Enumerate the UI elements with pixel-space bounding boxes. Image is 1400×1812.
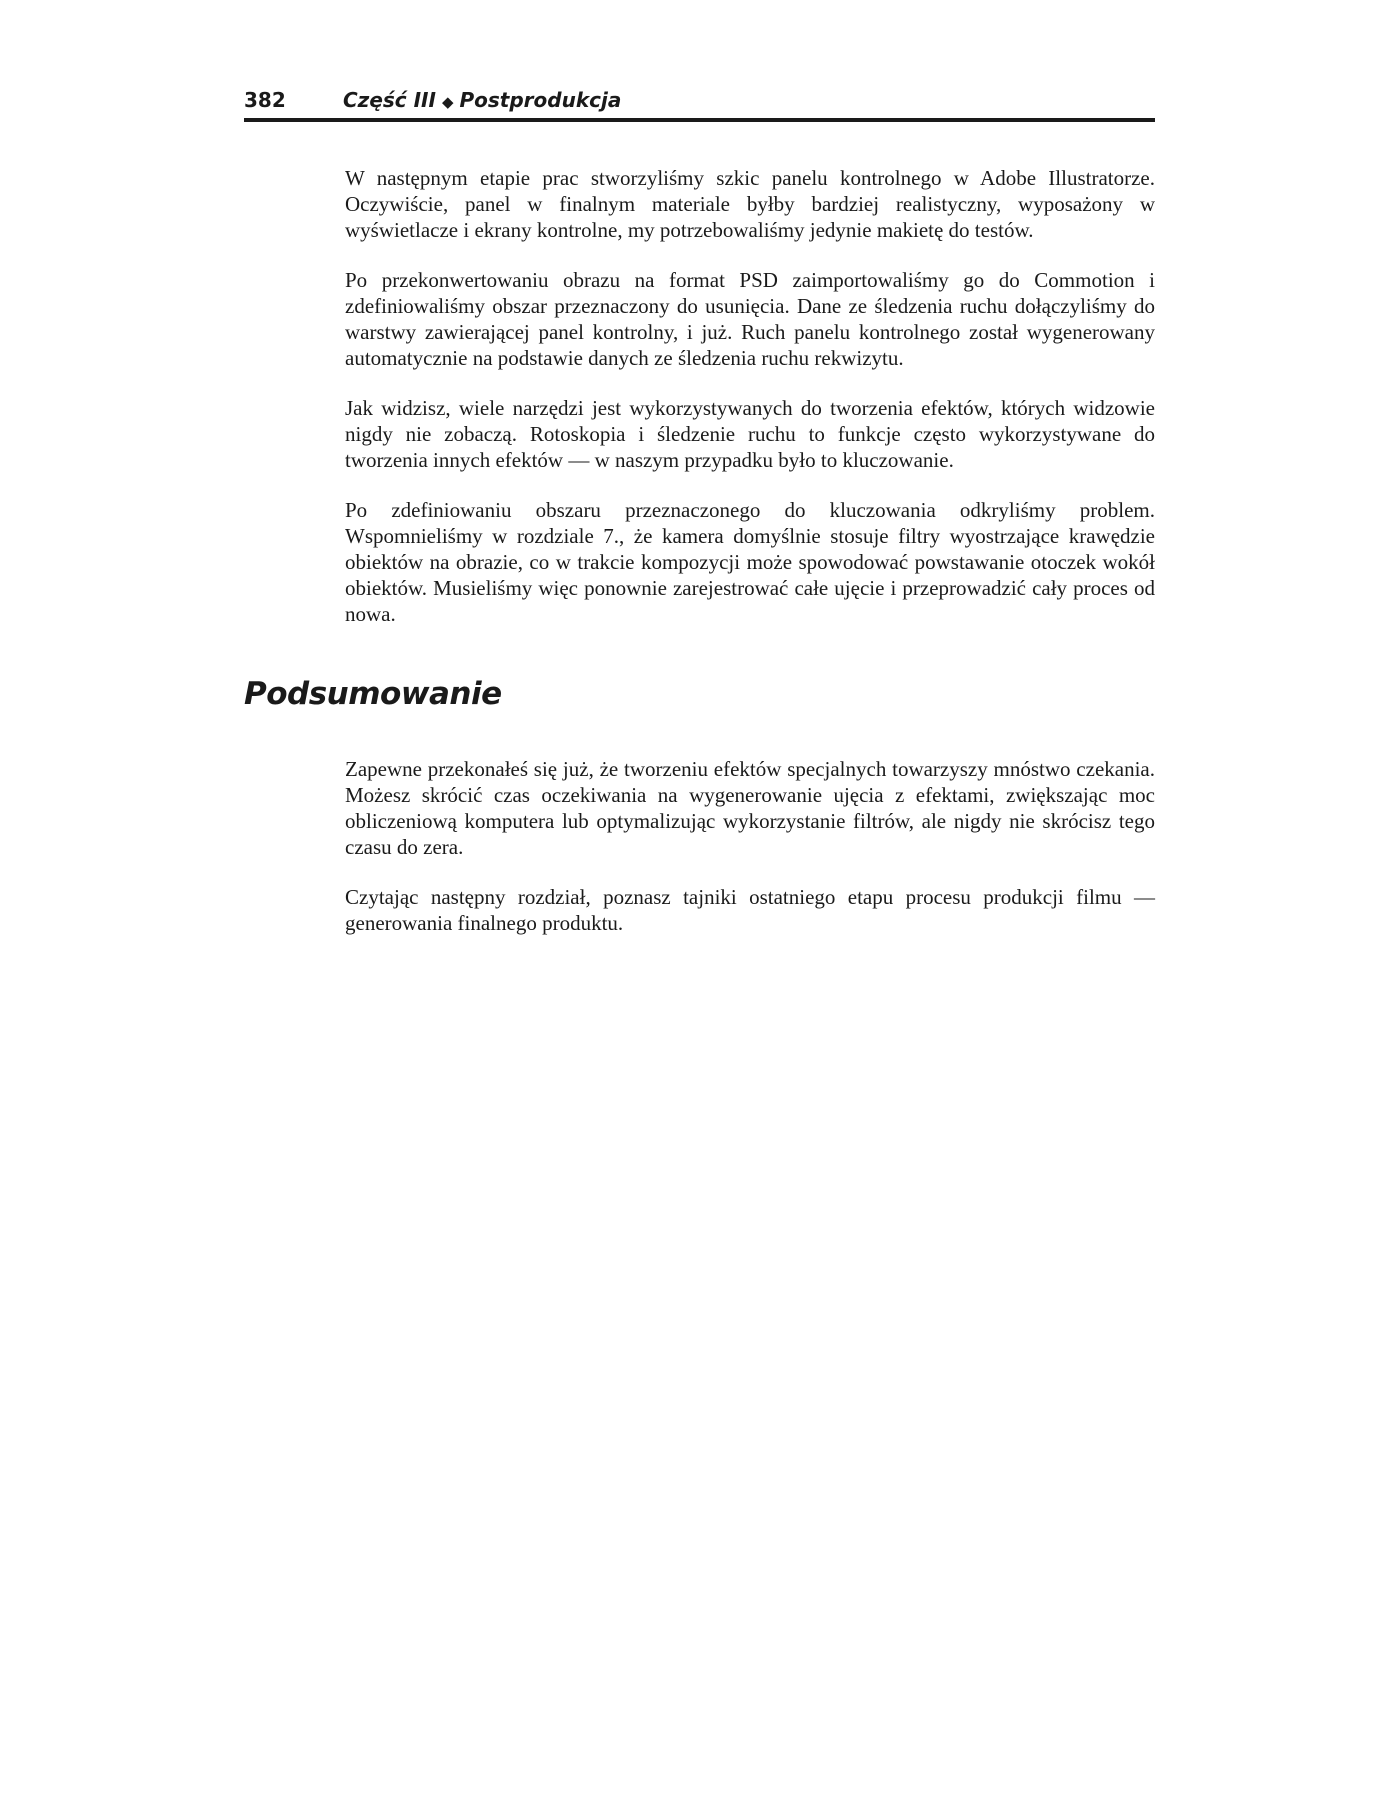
part-label: Część III	[343, 88, 436, 112]
chapter-title: Postprodukcja	[459, 88, 622, 112]
running-header-title	[343, 88, 621, 112]
paragraph: Czytając następny rozdział, poznasz tajniki ostatniego etapu procesu produkcji filmu — generowania finalnego produktu.	[345, 885, 1155, 935]
body-text-summary	[345, 756, 1155, 960]
paragraph: Po przekonwertowaniu obrazu na format PSD zaimportowaliśmy go do Commotion i zdefiniowaliśmy obszar przeznaczony do usunięcia. Dane ze śledzenia ruchu dołączyliśmy do warstwy zawierającej panel kontrolny, i już. Ruch panelu kontrolnego został wygenerowany automatycznie na podstawie danych ze śledzenia ruchu rekwizytu.	[345, 268, 1155, 370]
body-text-section-one	[345, 165, 1155, 651]
paragraph: Jak widzisz, wiele narzędzi jest wykorzystywanych do tworzenia efektów, których widzowie nigdy nie zobaczą. Rotoskopia i śledzenie ruchu to funkcje często wykorzystywane do tworzenia innych efektów — w naszym przypadku było to kluczowanie.	[345, 396, 1155, 472]
running-header	[244, 84, 1155, 122]
diamond-icon: ◆	[441, 93, 454, 111]
paragraph: Po zdefiniowaniu obszaru przeznaczonego do kluczowania odkryliśmy problem. Wspomnieliśmy w rozdziale 7., że kamera domyślnie stosuje filtry wyostrzające krawędzie obiektów na obrazie, co w trakcie kompozycji może spowodować powstawanie otoczek wokół obiektów. Musieliśmy więc ponownie zarejestrować całe ujęcie i przeprowadzić cały proces od nowa.	[345, 498, 1155, 626]
section-heading: Podsumowanie	[244, 676, 502, 712]
paragraph: Zapewne przekonałeś się już, że tworzeniu efektów specjalnych towarzyszy mnóstwo czekania. Możesz skrócić czas oczekiwania na wygenerowanie ujęcia z efektami, zwiększając moc obliczeniową komputera lub optymalizując wykorzystanie filtrów, ale nigdy nie skrócisz tego czasu do zera.	[345, 757, 1155, 859]
page-number: 382	[244, 88, 286, 112]
paragraph: W następnym etapie prac stworzyliśmy szkic panelu kontrolnego w Adobe Illustratorze. Oczywiście, panel w finalnym materiale byłby bardziej realistyczny, wyposażony w wyświetlacze i ekrany kontrolne, my potrzebowaliśmy jedynie makietę do testów.	[345, 166, 1155, 242]
